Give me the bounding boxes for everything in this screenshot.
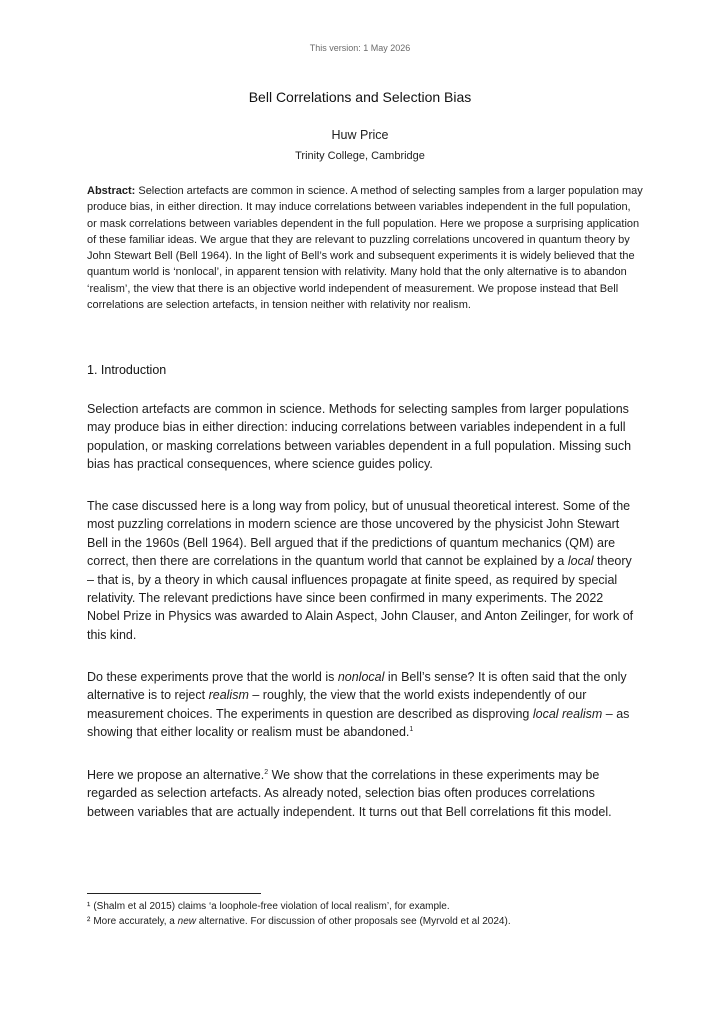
paper-title: Bell Correlations and Selection Bias	[248, 89, 472, 105]
paragraph-3-text-c: – roughly, the view that the world exists independently of our measurement choices. The experiments in question are described as disproving	[87, 688, 587, 721]
footnote-ref-1[interactable]: 1	[409, 726, 414, 734]
paragraph-2-text-a: The case discussed here is a long way from policy, but of unusual theoretical interest. Some of the most puzzling correlations in modern science are those uncovered by the physicist John Stewart Bell in the 1960s (Bell 1964). Bell argued that if the predictions of quantum mechanics (QM) are correct, then there are correlations in the quantum world that cannot be explained by a	[87, 499, 631, 569]
paragraph-3-emphasis-nonlocal: nonlocal	[337, 670, 385, 684]
footnote-1-text: (Shalm et al 2015) claims ‘a loophole-free violation of local realism’, for example.	[93, 901, 450, 912]
paragraph-3	[87, 668, 635, 742]
paragraph-2-text-b: theory – that is, by a theory in which causal influences propagate at finite speed, as required by special relativity. The relevant predictions have since been confirmed in many experiments. The 2022 Nobel Prize in Physics was awarded to Alain Aspect, John Clauser, and Anton Zeilinger, for work of this kind.	[87, 554, 634, 642]
paragraph-1: Selection artefacts are common in science. Methods for selecting samples from larger populations may produce bias in either direction: inducing correlations between variables independent in a full population, or masking correlations between variables dependent in a full population. Missing such bias has practical consequences, where science guides policy.	[87, 402, 632, 472]
footnote-divider	[87, 893, 261, 894]
paragraph-4	[87, 766, 635, 821]
footnote-2-text-a: More accurately, a	[93, 916, 178, 927]
footnote-2-emphasis: new	[177, 916, 196, 927]
footnote-2-text-b: alternative. For discussion of other proposals see (Myrvold et al 2024).	[196, 916, 511, 927]
paragraph-2-emphasis: local	[567, 554, 594, 569]
footnote-2	[87, 916, 647, 927]
author-name: Huw Price	[331, 128, 389, 142]
paragraph-3-text-d: – as showing that either locality or realism must be abandoned.	[87, 706, 630, 740]
paragraph-2	[87, 497, 635, 644]
section-heading: 1. Introduction	[87, 363, 167, 377]
paragraph-3-text-b: in Bell’s sense? It is often said that the only alternative is to reject	[87, 670, 627, 703]
footnote-ref-2[interactable]: 2	[264, 768, 269, 776]
footnote-2-number: ²	[87, 916, 91, 927]
author-affiliation: Trinity College, Cambridge	[295, 150, 425, 162]
paragraph-4-text-b: We show that the correlations in these experiments may be regarded as selection artefacts. As already noted, selection bias often produces correlations between variables that are actually independent. It turns out that Bell correlations fit this model.	[87, 768, 612, 819]
paragraph-3-emphasis-realism: realism	[208, 688, 249, 703]
paragraph-3-emphasis-local-realism: local realism	[532, 706, 603, 721]
abstract-label: Abstract:	[87, 185, 136, 197]
abstract	[87, 183, 643, 313]
footnote-1	[87, 901, 647, 912]
abstract-text: Selection artefacts are common in science. A method of selecting samples from a larger population may produce bias, in either direction. It may induce correlations between variables independent in the full population, or mask correlations between variables dependent in the full population. Here we propose a surprising application of these familiar ideas. We argue that they are relevant to puzzling correlations uncovered in quantum theory by John Stewart Bell (Bell 1964). In the light of Bell’s work and subsequent experiments it is widely believed that the quantum world is ‘nonlocal’, in apparent tension with relativity. Many hold that the only alternative is to abandon ‘realism’, the view that there is an objective world independent of measurement. We propose instead that Bell correlations are selection artefacts, in tension neither with relativity nor realism.	[87, 185, 643, 312]
footnote-1-number: ¹	[87, 901, 91, 912]
version-line: This version: 1 May 2026	[309, 43, 411, 53]
paragraph-3-text-a: Do these experiments prove that the world is	[87, 670, 338, 684]
paragraph-4-text-a: Here we propose an alternative.	[87, 768, 265, 782]
